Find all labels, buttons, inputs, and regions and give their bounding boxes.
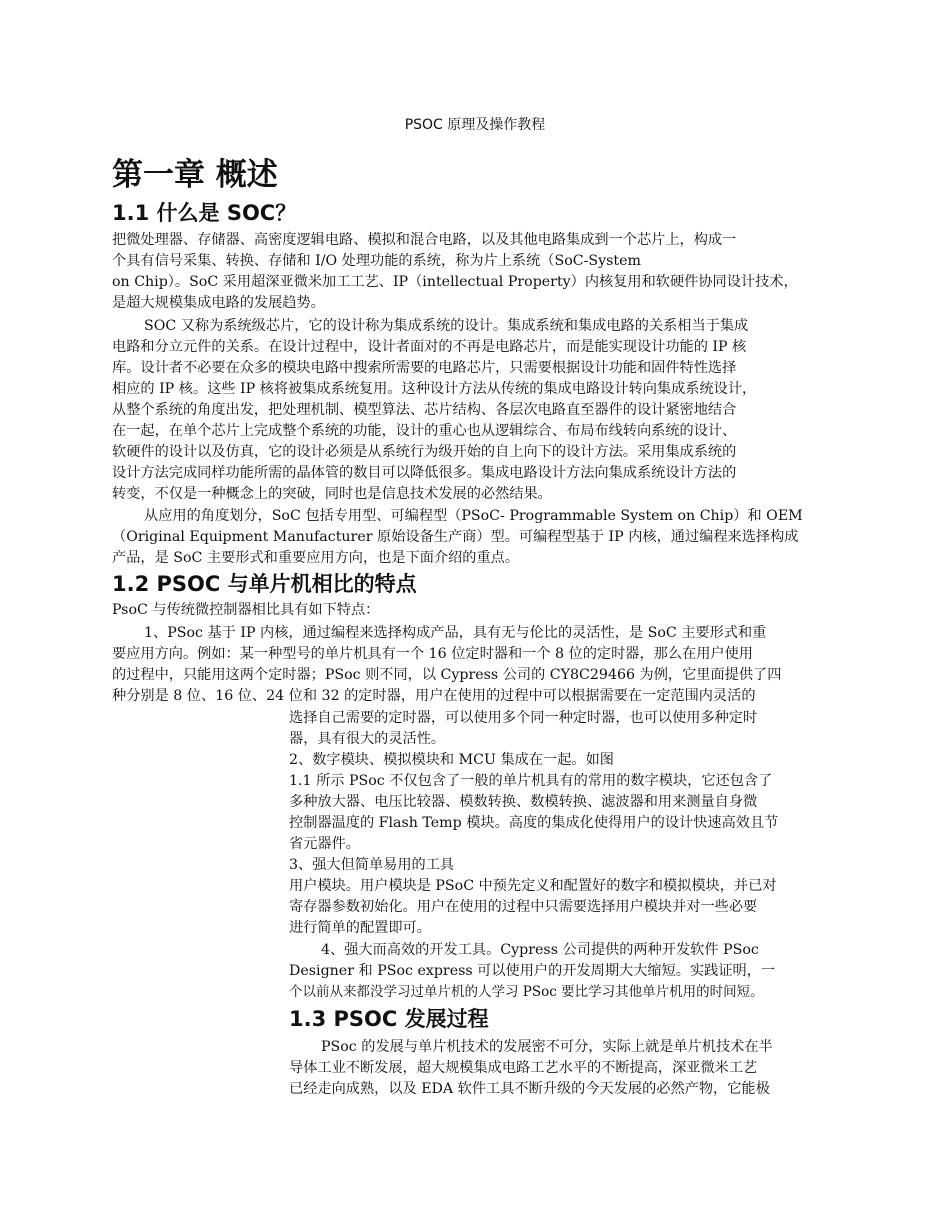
page-header: PSOC 原理及操作教程: [404, 117, 546, 133]
paragraph-line: 从整个系统的角度出发，把处理机制、模型算法、芯片结构、各层次电路直至器件的设计紧密地结合: [112, 402, 737, 418]
paragraph-line: 4、强大而高效的开发工具。Cypress 公司提供的两种开发软件 PSoc: [321, 942, 759, 958]
paragraph-line: 相应的 IP 核。这些 IP 核将被集成系统复用。这种设计方法从传统的集成电路设计转向集成系统设计，: [112, 381, 757, 397]
paragraph-line: 转变，不仅是一种概念上的突破，同时也是信息技术发展的必然结果。: [112, 486, 552, 502]
paragraph-line: 个以前从来都没学习过单片机的人学习 PSoc 要比学习其他单片机用的时间短。: [289, 984, 764, 1000]
paragraph-line: 寄存器参数初始化。用户在使用的过程中只需要选择用户模块并对一些必要: [289, 899, 758, 915]
paragraph-line: 3、强大但简单易用的工具: [289, 857, 455, 873]
paragraph-line: 进行简单的配置即可。: [289, 920, 431, 936]
section-1-1-title: 1.1 什么是 SOC？: [112, 201, 297, 225]
paragraph-line: PsoC 与传统微控制器相比具有如下特点：: [112, 602, 380, 618]
paragraph-line: 1、PSoc 基于 IP 内核，通过编程来选择构成产品，具有无与伦比的灵活性，是 SoC 主要形式和重: [144, 625, 767, 641]
paragraph-line: 选择自己需要的定时器，可以使用多个同一种定时器，也可以使用多种定时: [289, 710, 758, 726]
section-1-2-title: 1.2 PSOC 与单片机相比的特点: [112, 572, 417, 596]
paragraph-line: 多种放大器、电压比较器、模数转换、数模转换、滤波器和用来测量自身微: [289, 794, 758, 810]
section-1-3-title: 1.3 PSOC 发展过程: [289, 1007, 489, 1031]
paragraph-line: 把微处理器、存储器、高密度逻辑电路、模拟和混合电路，以及其他电路集成到一个芯片上，构成一: [112, 232, 737, 248]
paragraph-line: 2、数字模块、模拟模块和 MCU 集成在一起。如图: [289, 752, 614, 768]
paragraph-line: 要应用方向。例如：某一种型号的单片机具有一个 16 位定时器和一个 8 位的定时器，那么在用户使用: [112, 646, 753, 662]
paragraph-line: 用户模块。用户模块是 PSoC 中预先定义和配置好的数字和模拟模块，并已对: [289, 878, 777, 894]
paragraph-line: 库。设计者不必要在众多的模块电路中搜索所需要的电路芯片，只需要根据设计功能和固件特性选择: [112, 360, 737, 376]
paragraph-line: 已经走向成熟，以及 EDA 软件工具不断升级的今天发展的必然产物，它能极: [289, 1081, 770, 1097]
paragraph-line: 省元器件。: [289, 836, 360, 852]
paragraph-line: 的过程中，只能用这两个定时器；PSoc 则不同，以 Cypress 公司的 CY8C29466 为例，它里面提供了四: [112, 667, 782, 683]
paragraph-line: 产品，是 SoC 主要形式和重要应用方向，也是下面介绍的重点。: [112, 550, 520, 566]
paragraph-line: 器，具有很大的灵活性。: [289, 731, 446, 747]
paragraph-line: 1.1 所示 PSoc 不仅包含了一般的单片机具有的常用的数字模块，它还包含了: [289, 773, 773, 789]
paragraph-line: 软硬件的设计以及仿真，它的设计必须是从系统行为级开始的自上向下的设计方法。采用集成系统的: [112, 444, 737, 460]
paragraph-line: 控制器温度的 Flash Temp 模块。高度的集成化使得用户的设计快速高效且节: [289, 815, 779, 831]
paragraph-line: 是超大规模集成电路的发展趋势。: [112, 295, 325, 311]
paragraph-line: 从应用的角度划分，SoC 包括专用型、可编程型（PSoC- Programmable System on Chip）和 OEM: [144, 508, 803, 524]
paragraph-line: 导体工业不断发展，超大规模集成电路工艺水平的不断提高，深亚微米工艺: [289, 1060, 758, 1076]
paragraph-line: 在一起，在单个芯片上完成整个系统的功能，设计的重心也从逻辑综合、布局布线转向系统的设计、: [112, 423, 737, 439]
paragraph-line: 个具有信号采集、转换、存储和 I/O 处理功能的系统，称为片上系统（SoC-System: [112, 253, 641, 269]
paragraph-line: on Chip）。SoC 采用超深亚微米加工工艺、IP（intellectual Property）内核复用和软硬件协同设计技术，: [112, 274, 798, 290]
paragraph-line: SOC 又称为系统级芯片，它的设计称为集成系统的设计。集成系统和集成电路的关系相当于集成: [144, 318, 749, 334]
chapter-title: 第一章 概述: [112, 157, 278, 193]
paragraph-line: 设计方法完成同样功能所需的晶体管的数目可以降低很多。集成电路设计方法向集成系统设计方法的: [112, 465, 737, 481]
paragraph-line: 种分别是 8 位、16 位、24 位和 32 的定时器，用户在使用的过程中可以根据需要在一定范围内灵活的: [112, 688, 756, 704]
paragraph-line: Designer 和 PSoc express 可以使用户的开发周期大大缩短。实践证明，一: [289, 963, 776, 979]
paragraph-line: PSoc 的发展与单片机技术的发展密不可分，实际上就是单片机技术在半: [321, 1039, 773, 1055]
paragraph-line: （Original Equipment Manufacturer 原始设备生产商）型。可编程型基于 IP 内核，通过编程来选择构成: [112, 529, 799, 545]
paragraph-line: 电路和分立元件的关系。在设计过程中，设计者面对的不再是电路芯片，而是能实现设计功能的 IP 核: [112, 339, 747, 355]
